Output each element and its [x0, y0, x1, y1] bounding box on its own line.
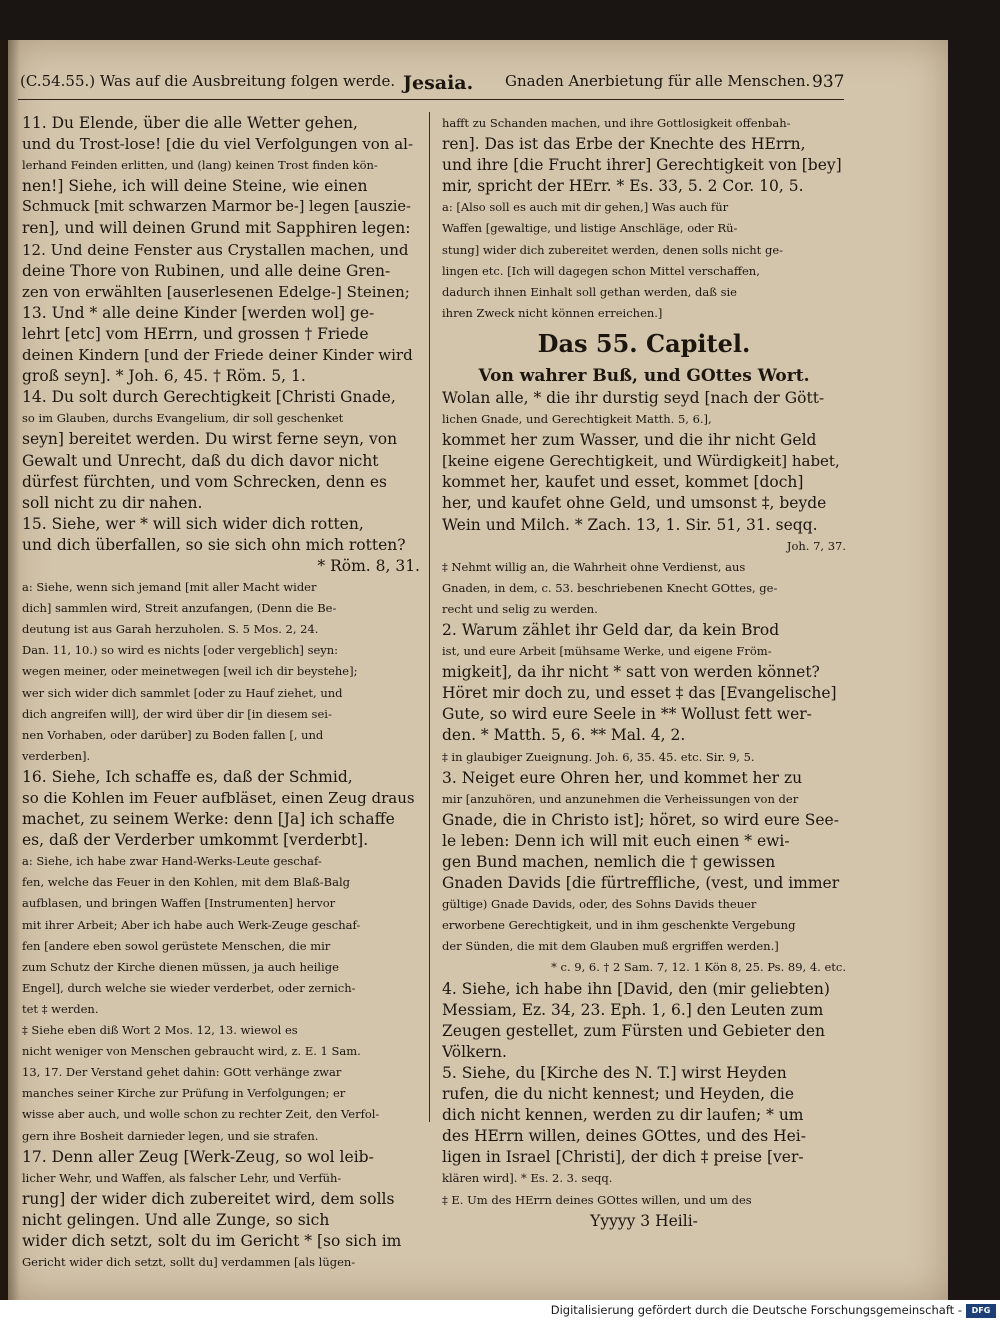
- text-line: lehrt [etc] vom HErrn, und grossen † Friede: [22, 324, 369, 343]
- text-line: machet, zu seinem Werke: denn [Ja] ich schaffe: [22, 810, 395, 829]
- text-line: deinen Kindern [und der Friede deiner Kinder wird: [22, 346, 413, 365]
- running-header-right: Gnaden Anerbietung für alle Menschen.: [505, 72, 811, 90]
- page-number: 937: [812, 72, 845, 92]
- text-line: es, daß der Verderber umkommt [verderbt].: [22, 831, 369, 850]
- header-rule: [18, 99, 844, 100]
- text-line: wegen meiner, oder meinetwegen [weil ich dir beystehe];: [22, 664, 358, 679]
- digitization-footer: [0, 1300, 1000, 1323]
- text-line: verderben].: [22, 748, 91, 763]
- right-text-column: [442, 113, 846, 1232]
- text-line: a: Siehe, wenn sich jemand [mit aller Macht wider: [22, 580, 317, 595]
- text-line: 11. Du Elende, über die alle Wetter gehen,: [22, 114, 358, 132]
- text-line: klären wird]. * Es. 2. 3. seqq.: [442, 1171, 613, 1186]
- text-line: mit ihrer Arbeit; Aber ich habe auch Werk-Zeuge geschaf-: [22, 917, 361, 932]
- text-line: Gewalt und Unrecht, daß du dich davor nicht: [22, 451, 379, 470]
- text-line: nicht weniger von Menschen gebraucht wird, z. E. 1 Sam.: [22, 1044, 361, 1059]
- text-line: Yyyyy 3 Heili-: [590, 1211, 698, 1230]
- text-line: tet ‡ werden.: [22, 1001, 99, 1016]
- text-line: Höret mir doch zu, und esset ‡ das [Evangelische]: [442, 684, 837, 703]
- text-line: wider dich setzt, solt du im Gericht * [so sich im: [22, 1231, 402, 1250]
- text-line: ren]. Das ist das Erbe der Knechte des HErrn,: [442, 135, 806, 154]
- text-line: so im Glauben, durchs Evangelium, dir soll geschenket: [22, 411, 344, 426]
- text-line: Zeugen gestellet, zum Fürsten und Gebieter den: [442, 1021, 825, 1040]
- text-line: a: Siehe, ich habe zwar Hand-Werks-Leute geschaf-: [22, 854, 322, 869]
- text-line: 4. Siehe, ich habe ihn [David, den (mir geliebten): [442, 979, 830, 998]
- text-line: zen von erwählten [auserlesenen Edelge-] Steinen;: [22, 282, 410, 301]
- text-line: nen Vorhaben, oder darüber] zu Boden fallen [, und: [22, 727, 324, 742]
- text-line: a: [Also soll es auch mit dir gehen,] Was auch für: [442, 200, 729, 215]
- text-line: erworbene Gerechtigkeit, und in ihm geschenkte Vergebung: [442, 918, 796, 933]
- text-line: ihren Zweck nicht können erreichen.]: [442, 305, 663, 320]
- text-line: Messiam, Ez. 34, 23. Eph. 1, 6.] den Leuten zum: [442, 1000, 824, 1019]
- text-line: Joh. 7, 37.: [786, 538, 846, 553]
- text-line: 2. Warum zählet ihr Geld dar, da kein Brod: [442, 620, 780, 639]
- text-line: * Röm. 8, 31.: [317, 556, 420, 575]
- text-line: 17. Denn aller Zeug [Werk-Zeug, so wol leib-: [22, 1147, 374, 1166]
- text-line: Engel], durch welche sie wieder verderbet, oder zernich-: [22, 980, 356, 995]
- text-line: Gnaden, in dem, c. 53. beschriebenen Knecht GOttes, ge-: [442, 580, 778, 595]
- text-line: le leben: Denn ich will mit euch einen * ewi-: [442, 831, 790, 850]
- text-line: kommet her, kaufet und esset, kommet [doch]: [442, 473, 804, 492]
- text-line: soll nicht zu dir nahen.: [22, 493, 203, 512]
- text-line: ren], und will deinen Grund mit Sapphiren legen:: [22, 219, 411, 238]
- text-line: her, und kaufet ohne Geld, und umsonst ‡, beyde: [442, 494, 827, 513]
- text-line: mir [anzuhören, und anzunehmen die Verheissungen von der: [442, 791, 799, 806]
- text-line: gern ihre Bosheit darnieder legen, und sie strafen.: [22, 1128, 319, 1143]
- text-line: dich nicht kennen, werden zu dir laufen; * um: [442, 1106, 804, 1125]
- funding-credit: Digitalisierung gefördert durch die Deutsche Forschungsgemeinschaft -: [550, 1303, 962, 1317]
- text-line: des HErrn willen, deines GOttes, und des Hei-: [442, 1127, 806, 1146]
- dfg-logo: DFG: [966, 1304, 996, 1318]
- text-line: rung] der wider dich zubereitet wird, dem solls: [22, 1189, 395, 1208]
- text-line: und du Trost-lose! [die du viel Verfolgungen von al-: [22, 135, 414, 154]
- text-line: 12. Und deine Fenster aus Crystallen machen, und: [22, 240, 409, 259]
- text-line: gültige) Gnade Davids, oder, des Sohns Davids theuer: [442, 897, 757, 912]
- text-line: migkeit], da ihr nicht * satt von werden könnet?: [442, 663, 820, 682]
- left-text-column: [22, 113, 420, 1273]
- text-line: 14. Du solt durch Gerechtigkeit [Christi Gnade,: [22, 388, 396, 407]
- text-line: [keine eigene Gerechtigkeit, und Würdigkeit] habet,: [442, 452, 840, 471]
- binding-shadow: [0, 40, 20, 1300]
- text-line: * c. 9, 6. † 2 Sam. 7, 12. 1 Kön 8, 25. Ps. 89, 4. etc.: [551, 960, 846, 975]
- text-line: hafft zu Schanden machen, und ihre Gottlosigkeit offenbah-: [442, 116, 791, 130]
- text-line: ‡ E. Um des HErrn deines GOttes willen, und um des: [442, 1192, 752, 1207]
- text-line: Gericht wider dich setzt, sollt du] verdammen [als lügen-: [22, 1255, 356, 1270]
- text-line: Schmuck [mit schwarzen Marmor be-] legen [auszie-: [22, 199, 411, 216]
- text-line: kommet her zum Wasser, und die ihr nicht Geld: [442, 431, 817, 450]
- text-line: so die Kohlen im Feuer aufbläset, einen Zeug draus: [22, 789, 415, 807]
- text-line: recht und selig zu werden.: [442, 601, 598, 616]
- text-line: nen!] Siehe, ich will deine Steine, wie einen: [22, 177, 368, 196]
- text-line: dadurch ihnen Einhalt soll gethan werden, daß sie: [442, 284, 737, 299]
- text-line: manches seiner Kirche zur Prüfung in Verfolgungen; er: [22, 1086, 346, 1101]
- text-line: dich angreifen will], der wird über dir [in diesem sei-: [22, 706, 332, 721]
- column-divider: [429, 112, 430, 1122]
- text-line: lingen etc. [Ich will dagegen schon Mittel verschaffen,: [442, 263, 760, 278]
- text-line: Gnaden Davids [die fürtreffliche, (vest, und immer: [442, 874, 840, 893]
- text-line: Völkern.: [442, 1042, 507, 1061]
- text-line: Gnade, die in Christo ist]; höret, so wird eure See-: [442, 810, 839, 829]
- text-line: 3. Neiget eure Ohren her, und kommet her zu: [442, 768, 803, 787]
- text-line: Dan. 11, 10.) so wird es nichts [oder vergeblich] seyn:: [22, 643, 339, 658]
- text-line: Wein und Milch. * Zach. 13, 1. Sir. 51, 31. seqq.: [442, 515, 818, 534]
- text-line: licher Wehr, und Waffen, als falscher Lehr, und Verfüh-: [22, 1170, 342, 1185]
- text-line: fen, welche das Feuer in den Kohlen, mit dem Blaß-Balg: [22, 875, 350, 890]
- running-header-book: Jesaia.: [403, 72, 474, 94]
- text-line: wer sich wider dich sammlet [oder zu Hauf ziehet, und: [22, 685, 343, 700]
- running-header-left: (C.54.55.) Was auf die Ausbreitung folgen werde.: [20, 72, 396, 90]
- text-line: ‡ Siehe eben diß Wort 2 Mos. 12, 13. wiewol es: [22, 1023, 298, 1038]
- text-line: wisse aber auch, und wolle schon zu rechter Zeit, den Verfol-: [22, 1107, 380, 1122]
- text-line: Gute, so wird eure Seele in ** Wollust fett wer-: [442, 705, 812, 724]
- text-line: ligen in Israel [Christi], der dich ‡ preise [ver-: [442, 1148, 804, 1167]
- text-line: zum Schutz der Kirche dienen müssen, ja auch heilige: [22, 959, 339, 974]
- text-line: Das 55. Capitel.: [537, 328, 751, 358]
- text-line: fen [andere eben sowol gerüstete Menschen, die mir: [22, 938, 331, 953]
- text-line: der Sünden, die mit dem Glauben muß ergriffen werden.]: [442, 939, 779, 954]
- text-line: deutung ist aus Garah herzuholen. S. 5 Mos. 2, 24.: [22, 622, 319, 637]
- text-line: dich] sammlen wird, Streit anzufangen, (Denn die Be-: [22, 601, 337, 616]
- text-line: ‡ Nehmt willig an, die Wahrheit ohne Verdienst, aus: [442, 559, 746, 574]
- text-line: 5. Siehe, du [Kirche des N. T.] wirst Heyden: [442, 1063, 787, 1082]
- text-line: lerhand Feinden erlitten, und (lang) keinen Trost finden kön-: [22, 158, 378, 173]
- text-line: 13, 17. Der Verstand gehet dahin: GOtt verhänge zwar: [22, 1065, 342, 1080]
- text-line: Waffen [gewaltige, und listige Anschläge, oder Rü-: [442, 221, 738, 236]
- text-line: mir, spricht der HErr. * Es. 33, 5. 2 Cor. 10, 5.: [442, 177, 804, 196]
- text-line: und dich überfallen, so sie sich ohn mich rotten?: [22, 535, 406, 554]
- text-line: aufblasen, und bringen Waffen [Instrumenten] hervor: [22, 896, 336, 911]
- text-line: 15. Siehe, wer * will sich wider dich rotten,: [22, 514, 364, 533]
- text-line: den. * Matth. 5, 6. ** Mal. 4, 2.: [442, 726, 686, 745]
- text-line: gen Bund machen, nemlich die † gewissen: [442, 853, 776, 871]
- text-line: Von wahrer Buß, und GOttes Wort.: [478, 365, 810, 386]
- text-line: Wolan alle, * die ihr durstig seyd [nach der Gött-: [442, 388, 825, 407]
- text-line: stung] wider dich zubereitet werden, denen solls nicht ge-: [442, 242, 784, 257]
- text-line: 13. Und * alle deine Kinder [werden wol] ge-: [22, 303, 375, 322]
- text-line: ist, und eure Arbeit [mühsame Werke, und eigene Fröm-: [442, 644, 772, 659]
- text-line: 16. Siehe, Ich schaffe es, daß der Schmid,: [22, 767, 353, 786]
- text-line: groß seyn]. * Joh. 6, 45. † Röm. 5, 1.: [22, 367, 306, 386]
- text-line: deine Thore von Rubinen, und alle deine Gren-: [22, 261, 391, 280]
- text-line: seyn] bereitet werden. Du wirst ferne seyn, von: [22, 430, 398, 449]
- text-line: rufen, die du nicht kennest; und Heyden, die: [442, 1085, 794, 1104]
- text-line: ‡ in glaubiger Zueignung. Joh. 6, 35. 45. etc. Sir. 9, 5.: [442, 749, 755, 764]
- text-line: nicht gelingen. Und alle Zunge, so sich: [22, 1210, 330, 1229]
- text-line: dürfest fürchten, und vom Schrecken, denn es: [22, 472, 387, 491]
- text-line: und ihre [die Frucht ihrer] Gerechtigkeit von [bey]: [442, 156, 842, 175]
- text-line: lichen Gnade, und Gerechtigkeit Matth. 5, 6.],: [442, 412, 712, 427]
